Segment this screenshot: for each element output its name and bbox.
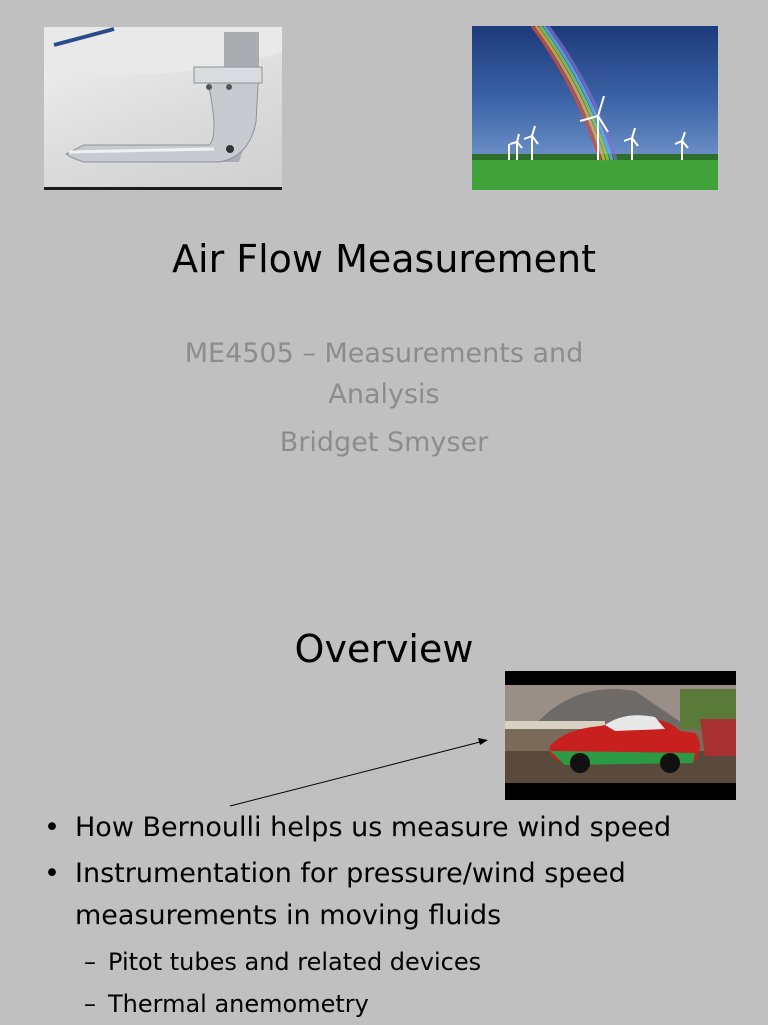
bullet-item: • Instrumentation for pressure/wind speed measurements in moving fluids xyxy=(44,853,744,937)
race-car-photo xyxy=(505,671,736,800)
pitot-tube-photo xyxy=(44,27,282,190)
author-subtitle: Bridget Smyser xyxy=(279,427,489,458)
sub-bullet-item: – Pitot tubes and related devices xyxy=(44,941,744,983)
slide-title: Air Flow Measurement xyxy=(172,237,596,281)
sub-bullet-item: – Thermal anemometry xyxy=(44,983,744,1025)
bullet-item: • How Bernoulli helps us measure wind speed xyxy=(44,807,744,849)
course-subtitle-line1: ME4505 – Measurements and xyxy=(184,338,584,369)
overview-slide xyxy=(0,576,768,1024)
slide-title: Overview xyxy=(294,627,474,671)
course-subtitle xyxy=(0,333,768,415)
course-subtitle-line2: Analysis xyxy=(328,379,440,410)
wind-turbines-rainbow-photo xyxy=(472,26,718,190)
overview-bullet-list xyxy=(44,807,744,1025)
